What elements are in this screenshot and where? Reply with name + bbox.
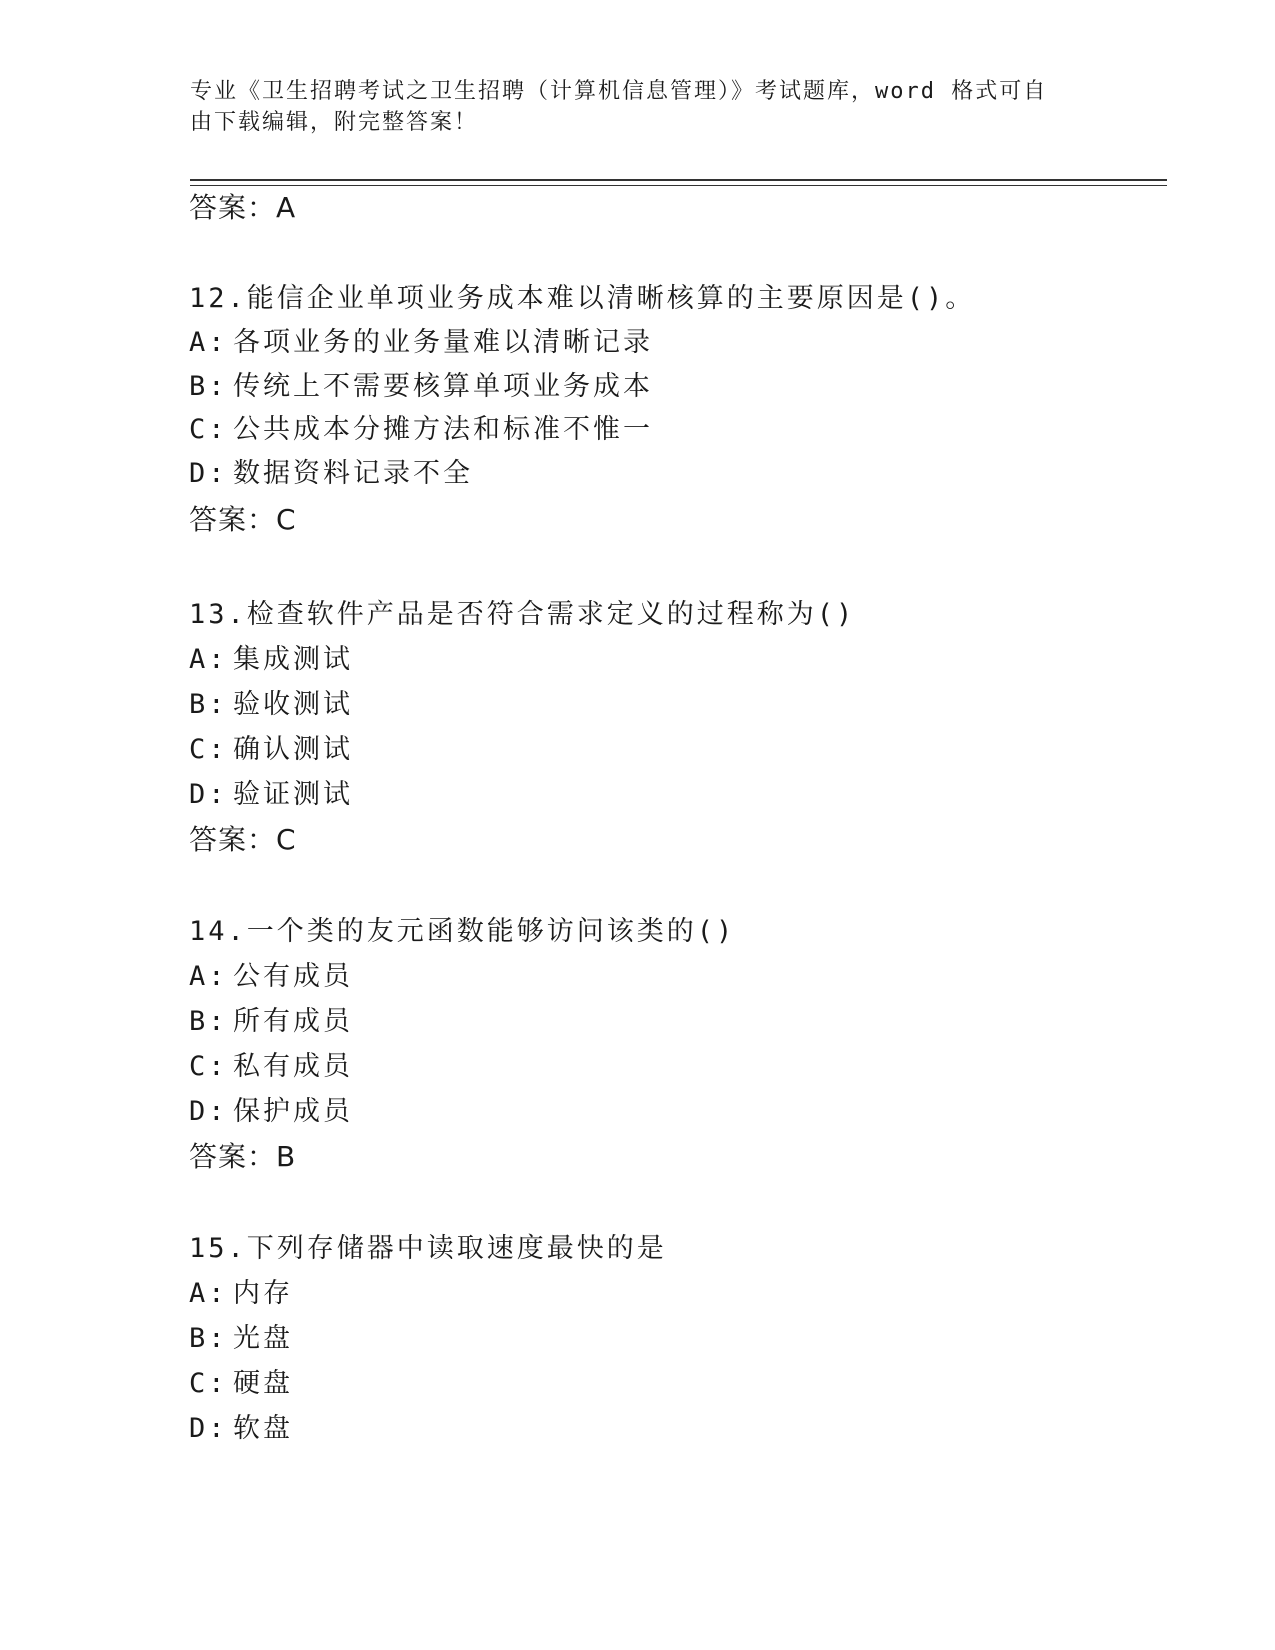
option-letter: C: — [189, 1368, 228, 1399]
option-letter: C: — [189, 734, 228, 765]
option-letter: B: — [189, 1323, 228, 1354]
answer-label: 答案： — [189, 823, 277, 856]
option-text: 私有成员 — [233, 1051, 353, 1082]
option-15-b — [189, 1322, 293, 1356]
option-13-d — [189, 778, 353, 812]
answer-q12 — [189, 503, 297, 537]
header-line-2: 由下载编辑，附完整答案！ — [190, 110, 479, 135]
answer-label: 答案： — [189, 503, 277, 536]
option-letter: B: — [189, 1006, 228, 1037]
option-letter: D: — [189, 779, 228, 810]
option-text: 所有成员 — [233, 1006, 353, 1037]
option-letter: B: — [189, 371, 228, 402]
question-12: 12.能信企业单项业务成本难以清晰核算的主要原因是()。 — [189, 283, 976, 314]
header-line-1: 专业《卫生招聘考试之卫生招聘（计算机信息管理）》考试题库，word 格式可自 — [190, 79, 1048, 104]
option-text: 数据资料记录不全 — [233, 458, 473, 489]
answer-label: 答案： — [189, 1140, 277, 1173]
option-12-c — [189, 413, 653, 447]
header-rule-thin — [190, 185, 1167, 186]
option-letter: A: — [189, 327, 228, 358]
question-13: 13.检查软件产品是否符合需求定义的过程称为() — [189, 599, 856, 630]
answer-q14 — [189, 1140, 296, 1174]
option-letter: A: — [189, 1278, 228, 1309]
answer-value: A — [276, 191, 297, 224]
option-letter: D: — [189, 1096, 228, 1127]
answer-q13 — [189, 823, 297, 857]
header-rule-thick — [190, 179, 1167, 181]
option-13-b — [189, 688, 353, 722]
option-text: 公共成本分摊方法和标准不惟一 — [233, 414, 653, 445]
option-13-c — [189, 733, 353, 767]
option-letter: D: — [189, 458, 228, 489]
option-text: 集成测试 — [233, 644, 353, 675]
option-letter: D: — [189, 1413, 228, 1444]
answer-value: C — [276, 823, 297, 856]
option-letter: B: — [189, 689, 228, 720]
option-text: 光盘 — [233, 1323, 293, 1354]
option-12-a — [189, 326, 653, 360]
option-letter: A: — [189, 644, 228, 675]
question-14: 14.一个类的友元函数能够访问该类的() — [189, 916, 736, 947]
option-13-a — [189, 643, 353, 677]
option-15-d — [189, 1412, 293, 1446]
option-text: 公有成员 — [233, 961, 353, 992]
option-text: 保护成员 — [233, 1096, 353, 1127]
option-text: 软盘 — [233, 1413, 293, 1444]
answer-label: 答案： — [189, 191, 277, 224]
option-text: 验收测试 — [233, 689, 353, 720]
document-header — [190, 76, 1090, 138]
option-12-b — [189, 370, 653, 404]
option-text: 内存 — [233, 1278, 293, 1309]
option-text: 传统上不需要核算单项业务成本 — [233, 371, 653, 402]
question-15: 15.下列存储器中读取速度最快的是 — [189, 1233, 667, 1264]
option-14-b — [189, 1005, 353, 1039]
option-14-d — [189, 1095, 353, 1129]
option-15-c — [189, 1367, 293, 1401]
option-text: 验证测试 — [233, 779, 353, 810]
option-14-c — [189, 1050, 353, 1084]
option-letter: C: — [189, 1051, 228, 1082]
option-letter: A: — [189, 961, 228, 992]
option-text: 硬盘 — [233, 1368, 293, 1399]
option-12-d — [189, 457, 473, 491]
answer-value: C — [276, 503, 297, 536]
option-text: 各项业务的业务量难以清晰记录 — [233, 327, 653, 358]
answer-value: B — [276, 1140, 297, 1173]
option-14-a — [189, 960, 353, 994]
option-text: 确认测试 — [233, 734, 353, 765]
option-15-a — [189, 1277, 293, 1311]
option-letter: C: — [189, 414, 228, 445]
answer-q11 — [189, 191, 296, 225]
